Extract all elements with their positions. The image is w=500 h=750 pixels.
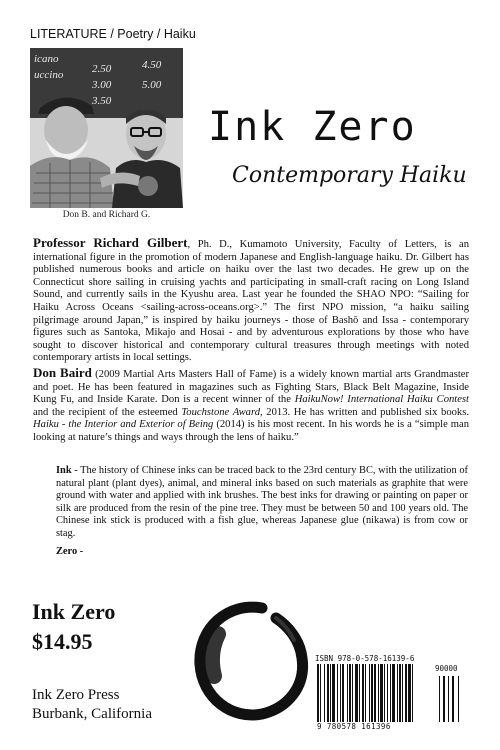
author-photo (30, 48, 183, 208)
barcode-bar (384, 664, 385, 722)
barcode-bar (327, 664, 329, 722)
enso-circle-icon (188, 594, 312, 726)
author-photo-image (30, 48, 183, 208)
barcode-bar (397, 664, 398, 722)
barcode-bar (349, 664, 351, 722)
bio-text: (2014) is his most recent. In his words he is a “simple man looking at nature’s things and ways through the lens of haiku.” (33, 419, 470, 443)
barcode-bar (387, 664, 388, 722)
board-text: icano (34, 53, 59, 65)
barcode-bar (443, 676, 445, 722)
book-name: Haiku - the Interior and Exterior of Being (33, 419, 214, 431)
barcode-bar (369, 664, 370, 722)
book-subtitle: Contemporary Haiku (232, 163, 467, 188)
barcode-bar (405, 664, 407, 722)
barcode-bar (352, 664, 353, 722)
publisher-location: Burbank, California (32, 706, 152, 722)
barcode-bar (362, 664, 364, 722)
barcode-bar (458, 676, 459, 722)
board-text: 3.50 (92, 95, 112, 107)
author-bio-gilbert (33, 237, 469, 365)
ink-definition (56, 465, 468, 540)
barcode-bar (392, 664, 395, 722)
back-title: Ink Zero (32, 599, 116, 624)
book-title: Ink Zero (208, 104, 417, 150)
barcode-bar (390, 664, 391, 722)
barcode-bar (365, 664, 366, 722)
publisher-name: Ink Zero Press (32, 687, 120, 703)
barcode-bar (320, 664, 321, 722)
author-bio-baird (33, 367, 469, 445)
barcode-bar (402, 664, 403, 722)
bio-text: and the recipient of the esteemed (33, 406, 182, 418)
barcode-bar (374, 664, 376, 722)
barcode-bar (324, 664, 325, 722)
barcode-icon (315, 664, 472, 722)
board-text: 2.50 (92, 63, 112, 75)
barcode-bar (330, 664, 331, 722)
bio-text: , 2013. He has written and published six books. (260, 406, 469, 418)
board-text: 4.50 (142, 59, 162, 71)
barcode-bar (439, 676, 440, 722)
definition-term: Ink (56, 465, 72, 476)
barcode-bar (342, 664, 344, 722)
barcode-bar (371, 664, 373, 722)
board-text: 5.00 (142, 79, 162, 91)
author-name: Don Baird (33, 365, 92, 380)
barcode-bar (408, 664, 411, 722)
bio-text: , Ph. D., Kumamoto University, Faculty of Letters, is an international figure in the promotion of modern Japanese and English-language haiku. Dr. Gilbert has published numerous books and article on haiku over the last two decades. He grew up on the Connecticut shore sailing in cruising yachts and participating in small-craft racing on Long Island Sound, and currently sails in the Kyushu area. Last year he founded the SHAO NPO: “Sailing for Haiku Across Oceans <sailing-across-oceans.org>.” The first NPO mission, “a haiku sailing pilgrimage around Japan,” is inspired by haiku journeys - those of Bashō and Issa - contemporary figures such as Santoka, Mikajo and Hosai - and by adventurous explorations by those who have sought to discover historical and contemporary cultural treasures through meetings with noted contemporary artists in local settings. (33, 239, 469, 364)
award-name: Touchstone Award (181, 406, 260, 418)
barcode-bar (380, 664, 383, 722)
barcode-bar (378, 664, 379, 722)
board-text: uccino (34, 69, 64, 81)
barcode-bar (340, 664, 341, 722)
barcode-bar (317, 664, 319, 722)
barcode-bar (412, 664, 413, 722)
barcode-digits: 9 780578 161396 (317, 722, 391, 731)
bio-text: (2009 Martial Arts Masters Hall of Fame) is a widely known martial arts Grandmaster and poet. He has been featured in magazines such as Fighting Stars, Black Belt Magazine, Inside Kung Fu, and Inside Karate. Don is a recent winner of the (33, 369, 469, 406)
barcode-price-code: 90000 (435, 664, 458, 673)
book-price: $14.95 (32, 629, 93, 654)
author-name: Professor Richard Gilbert (33, 235, 188, 250)
board-text: 3.00 (92, 79, 112, 91)
barcode-bar (337, 664, 338, 722)
barcode-bar (332, 664, 335, 722)
category-label: LITERATURE / Poetry / Haiku (30, 27, 196, 41)
barcode-bar (399, 664, 401, 722)
isbn-label: ISBN 978-0-578-16139-6 (315, 654, 415, 663)
barcode-bar (448, 676, 449, 722)
barcode-bar (452, 676, 454, 722)
barcode-bar (347, 664, 348, 722)
barcode-bar (359, 664, 360, 722)
photo-caption: Don B. and Richard G. (62, 210, 151, 220)
barcode-bar (355, 664, 358, 722)
zero-definition: Zero - (56, 546, 84, 557)
definition-text: - The history of Chinese inks can be traced back to the 23rd century BC, with the utilization of natural plant (plant dyes), animal, and mineral inks based on such materials as graphite that were ground with water and applied with ink brushes. The best inks for drawing or painting on paper or silk are produced from the resin of the pine tree. They must be between 50 and 100 years old. The Chinese ink stick is produced with a fish glue, whereas Japanese glue (nikawa) is from cow or stag. (56, 465, 468, 539)
award-name: HaikuNow! International Haiku Contest (294, 394, 469, 406)
